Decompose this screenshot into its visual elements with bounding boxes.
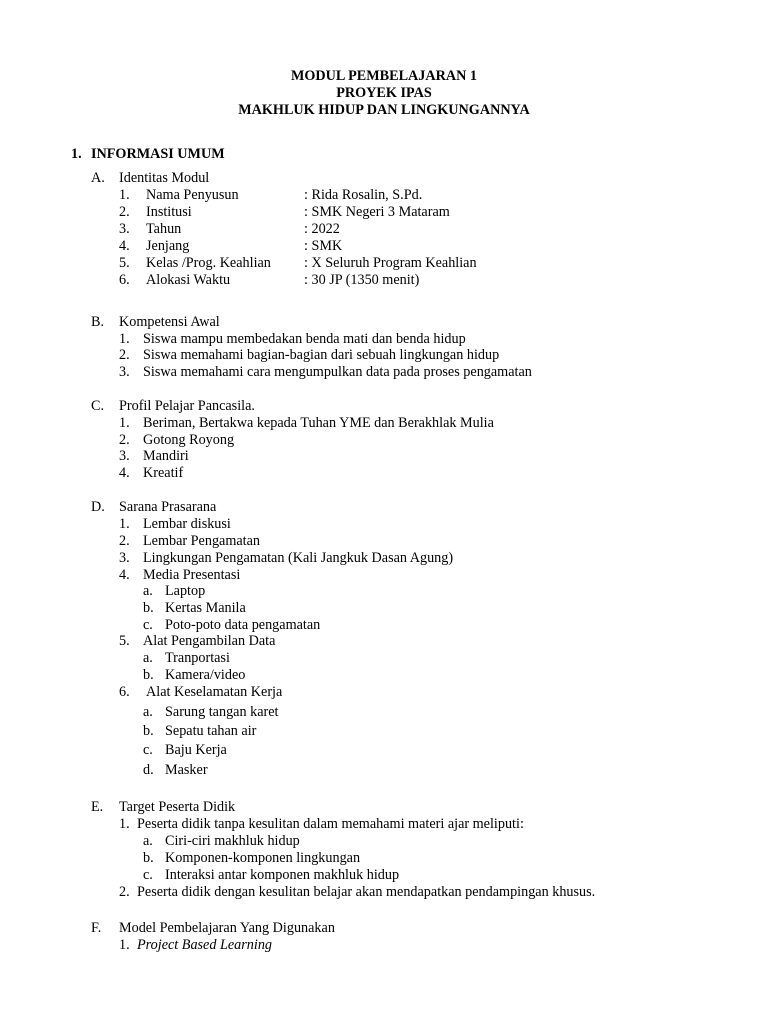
identity-num: 2. <box>119 204 130 220</box>
list-item: Lembar Pengamatan <box>143 533 260 549</box>
section-c-title: Profil Pelajar Pancasila. <box>119 398 255 414</box>
identity-num: 4. <box>119 238 130 254</box>
list-item: Siswa memahami bagian-bagian dari sebuah lingkungan hidup <box>143 347 500 363</box>
list-item: Media Presentasi <box>143 567 241 583</box>
list-item: Alat Pengambilan Data <box>143 633 276 649</box>
list-num: 4. <box>119 465 130 481</box>
list-item: Lingkungan Pengamatan (Kali Jangkuk Dasan Agung) <box>143 550 454 566</box>
sub-item: Komponen-komponen lingkungan <box>165 850 361 866</box>
identity-label: Jenjang <box>146 238 190 254</box>
section-title: INFORMASI UMUM <box>91 146 225 162</box>
list-item: Siswa memahami cara mengumpulkan data pada proses pengamatan <box>143 364 532 380</box>
sub-item: Laptop <box>165 583 206 599</box>
sub-item: Kertas Manila <box>165 600 246 616</box>
sub-letter: a. <box>143 833 153 849</box>
section-c-letter: C. <box>91 398 105 414</box>
sub-letter: b. <box>143 850 154 866</box>
sub-letter: b. <box>143 667 154 683</box>
list-item: Beriman, Bertakwa kepada Tuhan YME dan Berakhlak Mulia <box>143 415 494 431</box>
list-num: 3. <box>119 550 130 566</box>
sub-letter: a. <box>143 650 153 666</box>
sub-item: Sepatu tahan air <box>165 723 257 739</box>
section-d-letter: D. <box>91 499 105 515</box>
list-item: Project Based Learning <box>137 937 273 953</box>
sub-item: Tranportasi <box>165 650 230 666</box>
section-d-title: Sarana Prasarana <box>119 499 217 515</box>
identity-label: Alokasi Waktu <box>146 272 231 288</box>
identity-label: Institusi <box>146 204 192 220</box>
list-num: 1. <box>119 816 130 832</box>
section-a-letter: A. <box>91 170 105 186</box>
list-num: 3. <box>119 364 130 380</box>
sub-letter: c. <box>143 617 153 633</box>
section-b-letter: B. <box>91 314 105 330</box>
title-line-1: MODUL PEMBELAJARAN 1 <box>290 68 478 84</box>
list-item: Mandiri <box>143 448 189 464</box>
list-num: 2. <box>119 884 130 900</box>
title-line-3: MAKHLUK HIDUP DAN LINGKUNGANNYA <box>238 102 530 118</box>
list-num: 3. <box>119 448 130 464</box>
list-num: 2. <box>119 347 130 363</box>
identity-value: : SMK Negeri 3 Mataram <box>304 204 450 220</box>
sub-letter: c. <box>143 867 153 883</box>
list-num: 2. <box>119 432 130 448</box>
section-f-letter: F. <box>91 920 102 936</box>
identity-label: Nama Penyusun <box>146 187 239 203</box>
list-item: Lembar diskusi <box>143 516 231 532</box>
sub-letter: d. <box>143 762 154 778</box>
identity-value: : 2022 <box>304 221 340 237</box>
list-item: Peserta didik tanpa kesulitan dalam memahami materi ajar meliputi: <box>137 816 524 832</box>
sub-item: Baju Kerja <box>165 742 227 758</box>
section-e-title: Target Peserta Didik <box>119 799 236 815</box>
sub-item: Ciri-ciri makhluk hidup <box>165 833 300 849</box>
list-num: 6. <box>119 684 130 700</box>
sub-letter: c. <box>143 742 153 758</box>
list-num: 2. <box>119 533 130 549</box>
sub-item: Kamera/video <box>165 667 246 683</box>
identity-num: 6. <box>119 272 130 288</box>
section-f-title: Model Pembelajaran Yang Digunakan <box>119 920 335 936</box>
sub-item: Masker <box>165 762 208 778</box>
identity-value: : SMK <box>304 238 343 254</box>
sub-item: Poto-poto data pengamatan <box>165 617 321 633</box>
list-item: Peserta didik dengan kesulitan belajar akan mendapatkan pendampingan khusus. <box>137 884 596 900</box>
list-item: Siswa mampu membedakan benda mati dan benda hidup <box>143 331 466 347</box>
sub-letter: b. <box>143 600 154 616</box>
sub-item: Sarung tangan karet <box>165 704 279 720</box>
identity-num: 1. <box>119 187 130 203</box>
sub-letter: b. <box>143 723 154 739</box>
section-number: 1. <box>71 146 82 162</box>
sub-item: Interaksi antar komponen makhluk hidup <box>165 867 400 883</box>
section-e-letter: E. <box>91 799 104 815</box>
identity-value: : Rida Rosalin, S.Pd. <box>304 187 423 203</box>
identity-value: : X Seluruh Program Keahlian <box>304 255 477 271</box>
list-num: 1. <box>119 937 130 953</box>
list-item: Gotong Royong <box>143 432 235 448</box>
list-item: Alat Keselamatan Kerja <box>146 684 283 700</box>
section-a-title: Identitas Modul <box>119 170 210 186</box>
identity-num: 3. <box>119 221 130 237</box>
sub-letter: a. <box>143 704 153 720</box>
list-num: 5. <box>119 633 130 649</box>
identity-num: 5. <box>119 255 130 271</box>
list-num: 4. <box>119 567 130 583</box>
list-item: Kreatif <box>143 465 184 481</box>
list-num: 1. <box>119 516 130 532</box>
section-b-title: Kompetensi Awal <box>119 314 220 330</box>
list-num: 1. <box>119 415 130 431</box>
identity-value: : 30 JP (1350 menit) <box>304 272 420 288</box>
sub-letter: a. <box>143 583 153 599</box>
list-num: 1. <box>119 331 130 347</box>
title-line-2: PROYEK IPAS <box>336 85 432 101</box>
identity-label: Kelas /Prog. Keahlian <box>146 255 271 271</box>
identity-label: Tahun <box>146 221 182 237</box>
